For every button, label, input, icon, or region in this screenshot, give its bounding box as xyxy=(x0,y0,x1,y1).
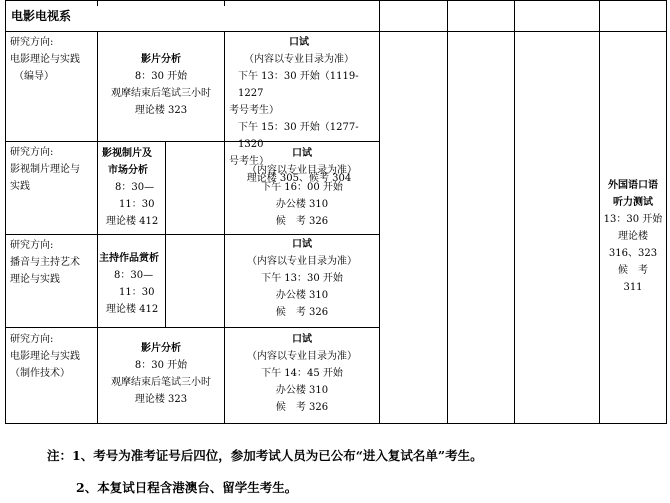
row-1-direction xyxy=(10,34,96,85)
direction-label: 研究方向: xyxy=(10,37,54,48)
oral-line: （内容以专业目录为准） xyxy=(244,54,354,65)
oral-line: 办公楼 310 xyxy=(275,290,329,301)
foreign-language-test xyxy=(600,177,666,296)
col-line-4 xyxy=(447,0,448,424)
foreign-language-line: 候 考 xyxy=(618,265,648,276)
table-bottom-border xyxy=(5,423,667,424)
direction-text: （制作技术） xyxy=(10,368,70,379)
subject-line: 理论楼 323 xyxy=(134,394,188,405)
oral-title: 口试 xyxy=(289,37,309,48)
oral-line: 下午 14：45 开始 xyxy=(261,368,343,379)
oral-line: 理论楼 305、候考 304 xyxy=(246,173,352,184)
row-1-subject xyxy=(98,51,224,119)
oral-line: 候 考 326 xyxy=(275,402,329,413)
row-4-direction xyxy=(10,331,96,382)
row-2-subject xyxy=(102,145,166,230)
col-line-5 xyxy=(514,0,515,424)
row-3-subject xyxy=(99,250,165,318)
row-divider-2 xyxy=(5,234,380,235)
oral-title: 口试 xyxy=(292,239,312,250)
oral-line: （内容以专业目录为准） xyxy=(247,351,357,362)
direction-text: 电影理论与实践 xyxy=(10,54,80,65)
oral-line: 考号考生） xyxy=(229,105,279,116)
col-line-3 xyxy=(379,0,380,424)
subject-line: 8：30 开始 xyxy=(134,71,188,82)
row-divider-3 xyxy=(5,327,380,328)
foreign-language-title: 外国语口语 xyxy=(608,180,658,191)
direction-label: 研究方向: xyxy=(10,334,54,345)
subject-title: 影视制片及 xyxy=(102,148,152,159)
subject-line: 11：30 xyxy=(119,199,155,210)
direction-label: 研究方向: xyxy=(10,240,54,251)
oral-line: 下午 13：30 开始 xyxy=(261,273,343,284)
direction-label: 研究方向: xyxy=(10,147,54,158)
department-title: 电影电视系 xyxy=(11,9,72,23)
direction-text: 实践 xyxy=(10,181,30,192)
subject-line: 8：30— xyxy=(115,182,155,193)
foreign-language-line: 13：30 开始 xyxy=(603,214,663,225)
subject-line: 理论楼 412 xyxy=(106,304,159,315)
oral-line: 下午 13：30 开始（1119-1227 xyxy=(238,71,359,99)
row-2-oral xyxy=(225,145,379,230)
table-left-border xyxy=(5,0,6,424)
foreign-language-line: 311 xyxy=(623,282,643,293)
subject-title: 主持作品赏析 xyxy=(99,253,159,264)
subject-line: 理论楼 412 xyxy=(106,216,159,227)
foreign-language-title: 听力测试 xyxy=(613,197,653,208)
subject-title: 影片分析 xyxy=(141,343,181,354)
oral-line: 下午 15：30 开始（1277-1320 xyxy=(238,122,359,150)
subject-line: 8：30 开始 xyxy=(134,360,188,371)
subject-title: 影片分析 xyxy=(141,54,181,65)
subject-line: 观摩结束后笔试三小时 xyxy=(111,377,211,388)
direction-text: 影视制片理论与 xyxy=(10,164,80,175)
schedule-table xyxy=(5,0,667,424)
oral-line: （内容以专业目录为准） xyxy=(247,256,357,267)
oral-line: （内容以专业目录为准） xyxy=(247,165,357,176)
note-1: 注：1、考号为准考证号后四位，参加考试人员为已公布“进入复试名单”考生。 xyxy=(47,448,483,463)
row-2-direction xyxy=(10,144,96,195)
stub-line-1 xyxy=(97,0,98,6)
oral-line: 办公楼 310 xyxy=(275,199,329,210)
oral-line: 候 考 326 xyxy=(275,307,329,318)
subject-line: 11：30 xyxy=(119,287,155,298)
subject-line: 观摩结束后笔试三小时 xyxy=(111,88,211,99)
foreign-language-line: 理论楼 xyxy=(618,231,648,242)
oral-line: 下午 16：00 开始 xyxy=(261,182,343,193)
oral-line: 办公楼 310 xyxy=(275,385,329,396)
note-2: 2、本复试日程含港澳台、留学生考生。 xyxy=(76,480,298,495)
row-3-direction xyxy=(10,237,96,288)
direction-text: 电影理论与实践 xyxy=(10,351,80,362)
row-3-oral xyxy=(225,236,379,321)
direction-text: （编导） xyxy=(14,71,54,82)
direction-text: 播音与主持艺术 xyxy=(10,257,80,268)
row-4-oral xyxy=(225,331,379,416)
subject-line: 8：30— xyxy=(114,270,154,281)
foreign-language-line: 316、323 xyxy=(608,248,658,259)
oral-line: 号考生） xyxy=(229,156,269,167)
stub-line-2 xyxy=(224,0,225,6)
oral-title: 口试 xyxy=(292,148,312,159)
subject-line: 理论楼 323 xyxy=(134,105,188,116)
row-4-subject xyxy=(98,340,224,408)
direction-text: 理论与实践 xyxy=(10,274,60,285)
table-right-border xyxy=(666,0,667,424)
subject-title: 市场分析 xyxy=(108,165,148,176)
table-top-border xyxy=(5,0,667,1)
oral-line: 候 考 326 xyxy=(275,216,329,227)
header-divider xyxy=(5,31,667,32)
oral-title: 口试 xyxy=(292,334,312,345)
